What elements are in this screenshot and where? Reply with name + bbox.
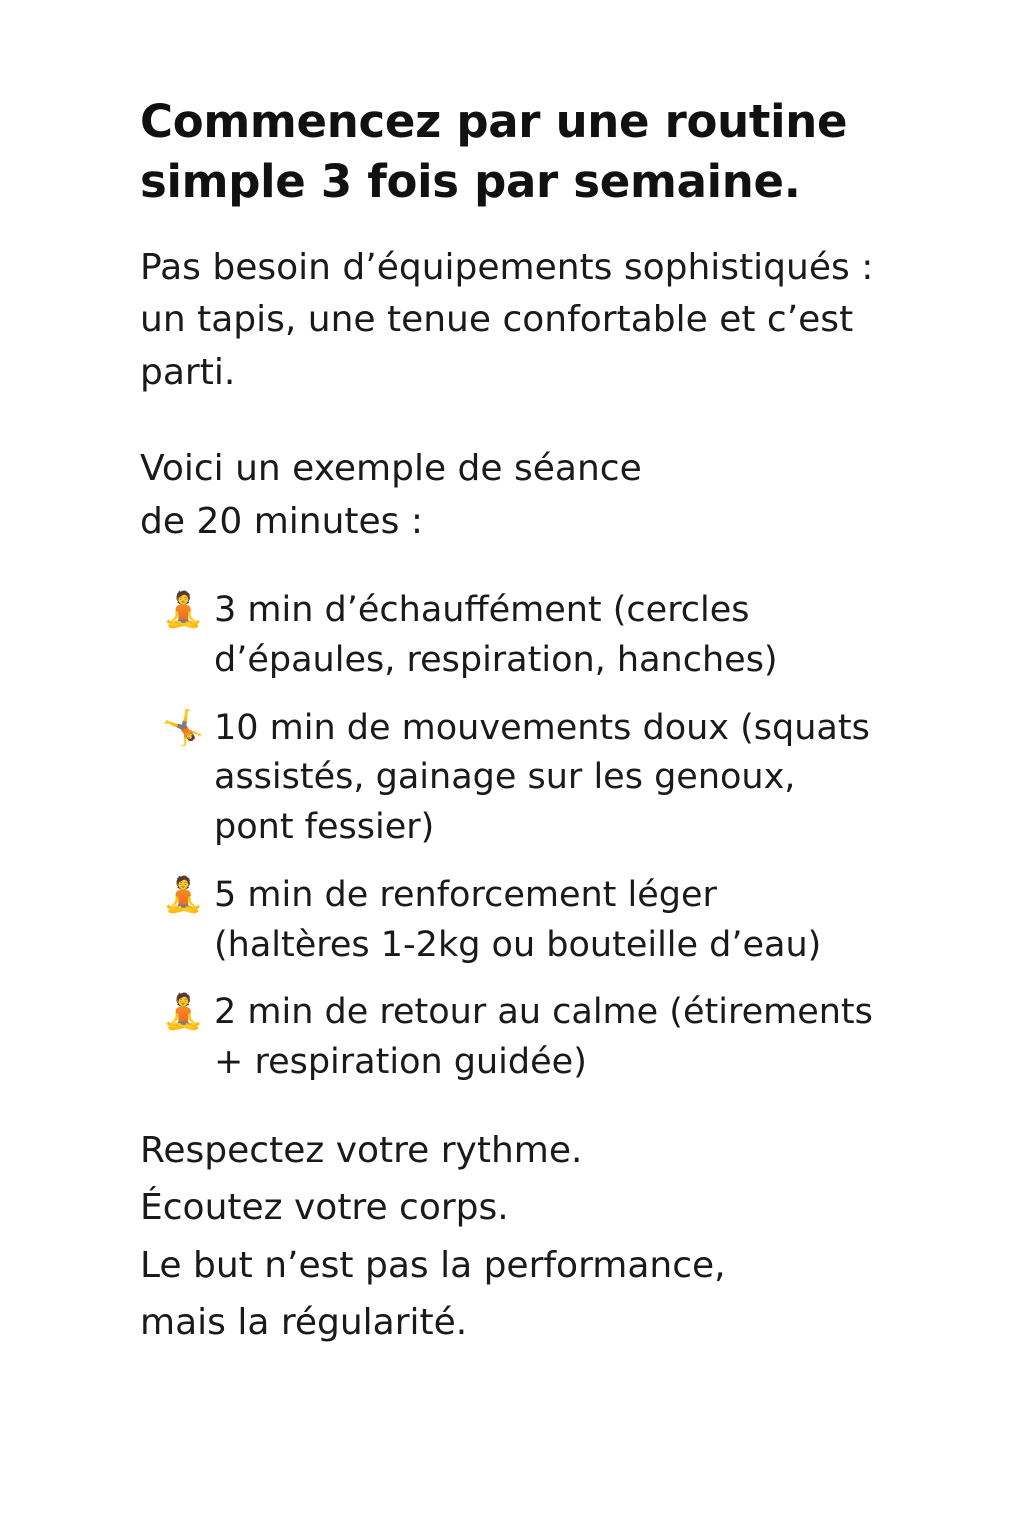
session-lead-line-2: de 20 minutes :	[140, 500, 423, 542]
session-lead-line-1: Voici un exemple de séance	[140, 448, 642, 490]
list-item	[162, 871, 904, 970]
list-item	[162, 704, 904, 853]
closing-line-4: mais la régularité.	[140, 1302, 468, 1344]
person-cartwheeling-icon: 🤸	[162, 707, 205, 748]
closing-line-3: Le but n’est pas la performance,	[140, 1244, 726, 1286]
closing-line-2: Écoutez votre corps.	[140, 1187, 509, 1229]
person-meditating-green-icon: 🧘	[162, 874, 205, 915]
person-meditating-blue-icon: 🧘	[162, 992, 205, 1033]
list-item-label: 5 min de renforcement léger (haltères 1-2kg ou bouteille d’eau)	[214, 874, 822, 965]
list-item	[162, 988, 904, 1087]
closing-paragraph	[140, 1122, 900, 1352]
page-title: Commencez par une routine simple 3 fois par semaine.	[140, 95, 848, 208]
list-item	[162, 586, 904, 685]
person-meditating-purple-icon: 🧘	[162, 590, 205, 631]
list-item-label: 10 min de mouvements doux (squats assistés, gainage sur les genoux, pont fessier)	[214, 707, 870, 848]
closing-line-1: Respectez votre rythme.	[140, 1129, 583, 1171]
list-item-label: 2 min de retour au calme (étirements + respiration guidée)	[214, 992, 873, 1082]
list-item-label: 3 min d’échauffément (cercles d’épaules, respiration, hanches)	[214, 590, 778, 681]
intro-paragraph: Pas besoin d’équipements sophistiqués : un tapis, une tenue confortable et c’est parti.	[140, 246, 874, 393]
session-lead	[140, 443, 900, 548]
session-steps-list	[140, 586, 904, 1087]
